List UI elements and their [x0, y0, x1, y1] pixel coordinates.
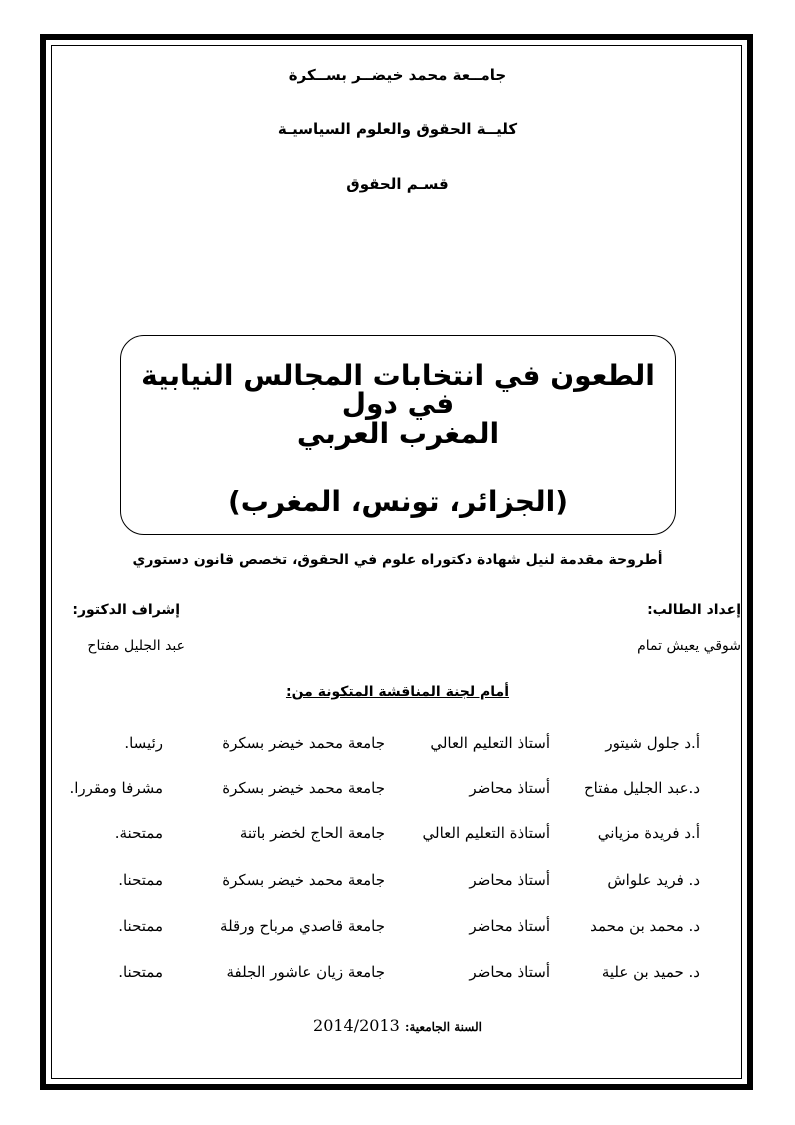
committee-row: [0, 871, 795, 895]
supervisor-label: إشراف الدكتور:: [72, 602, 180, 618]
academic-year: [60, 1016, 735, 1035]
member-role: مشرفا ومقررا.: [69, 779, 163, 797]
member-role: ممتحنا.: [118, 871, 163, 889]
thesis-title-line-1: الطعون في انتخابات المجالس النيابية في دول: [141, 359, 655, 420]
committee-row: [0, 779, 795, 803]
member-rank: أستاذ التعليم العالي: [430, 734, 550, 752]
university-name: جامــعة محمد خيضــر بســكرة: [288, 66, 507, 84]
member-role: ممتحنا.: [118, 963, 163, 981]
member-rank: أستاذ محاضر: [469, 917, 550, 935]
member-name: أ.د فريدة مزياني: [597, 824, 700, 842]
member-role: ممتحنة.: [114, 824, 163, 842]
member-role: رئيسا.: [124, 734, 163, 752]
member-name: د. حميد بن علية: [601, 963, 700, 981]
academic-year-label: السنة الجامعية:: [404, 1020, 482, 1034]
committee-title: أمام لجنة المناقشة المتكونة من:: [285, 684, 510, 700]
academic-year-value: 2014/2013: [313, 1016, 400, 1035]
member-university: جامعة الحاج لخضر باتنة: [239, 824, 385, 842]
member-university: جامعة محمد خيضر بسكرة: [222, 871, 385, 889]
member-rank: أستاذة التعليم العالي: [422, 824, 550, 842]
faculty-name: كليــة الحقوق والعلوم السياسيـة: [277, 120, 518, 138]
committee-row: [0, 917, 795, 941]
member-rank: أستاذ محاضر: [469, 871, 550, 889]
supervisor-name: عبد الجليل مفتاح: [87, 638, 185, 654]
thesis-title-line-3: (الجزائر، تونس، المغرب): [227, 485, 568, 518]
student-name: شوقي يعيش تمام: [637, 638, 741, 654]
member-role: ممتحنا.: [118, 917, 163, 935]
member-university: جامعة محمد خيضر بسكرة: [222, 734, 385, 752]
thesis-title-line-2: المغرب العربي: [296, 417, 500, 450]
committee-row: [0, 963, 795, 987]
member-name: أ.د جلول شيتور: [605, 734, 700, 752]
member-name: د. فريد علواش: [607, 871, 700, 889]
member-name: د. محمد بن محمد: [590, 917, 700, 935]
member-university: جامعة محمد خيضر بسكرة: [222, 779, 385, 797]
committee-row: [0, 824, 795, 848]
committee-row: [0, 734, 795, 758]
member-university: جامعة زيان عاشور الجلفة: [226, 963, 385, 981]
member-rank: أستاذ محاضر: [469, 963, 550, 981]
member-university: جامعة قاصدي مرباح ورقلة: [220, 917, 385, 935]
member-name: د.عبد الجليل مفتاح: [583, 779, 700, 797]
student-label: إعداد الطالب:: [647, 602, 741, 618]
thesis-subtitle: أطروحة مقدمة لنيل شهادة دكتوراه علوم في الحقوق، تخصص قانون دستوري: [132, 552, 663, 568]
department-name: قسـم الحقوق: [346, 175, 449, 193]
member-rank: أستاذ محاضر: [469, 779, 550, 797]
